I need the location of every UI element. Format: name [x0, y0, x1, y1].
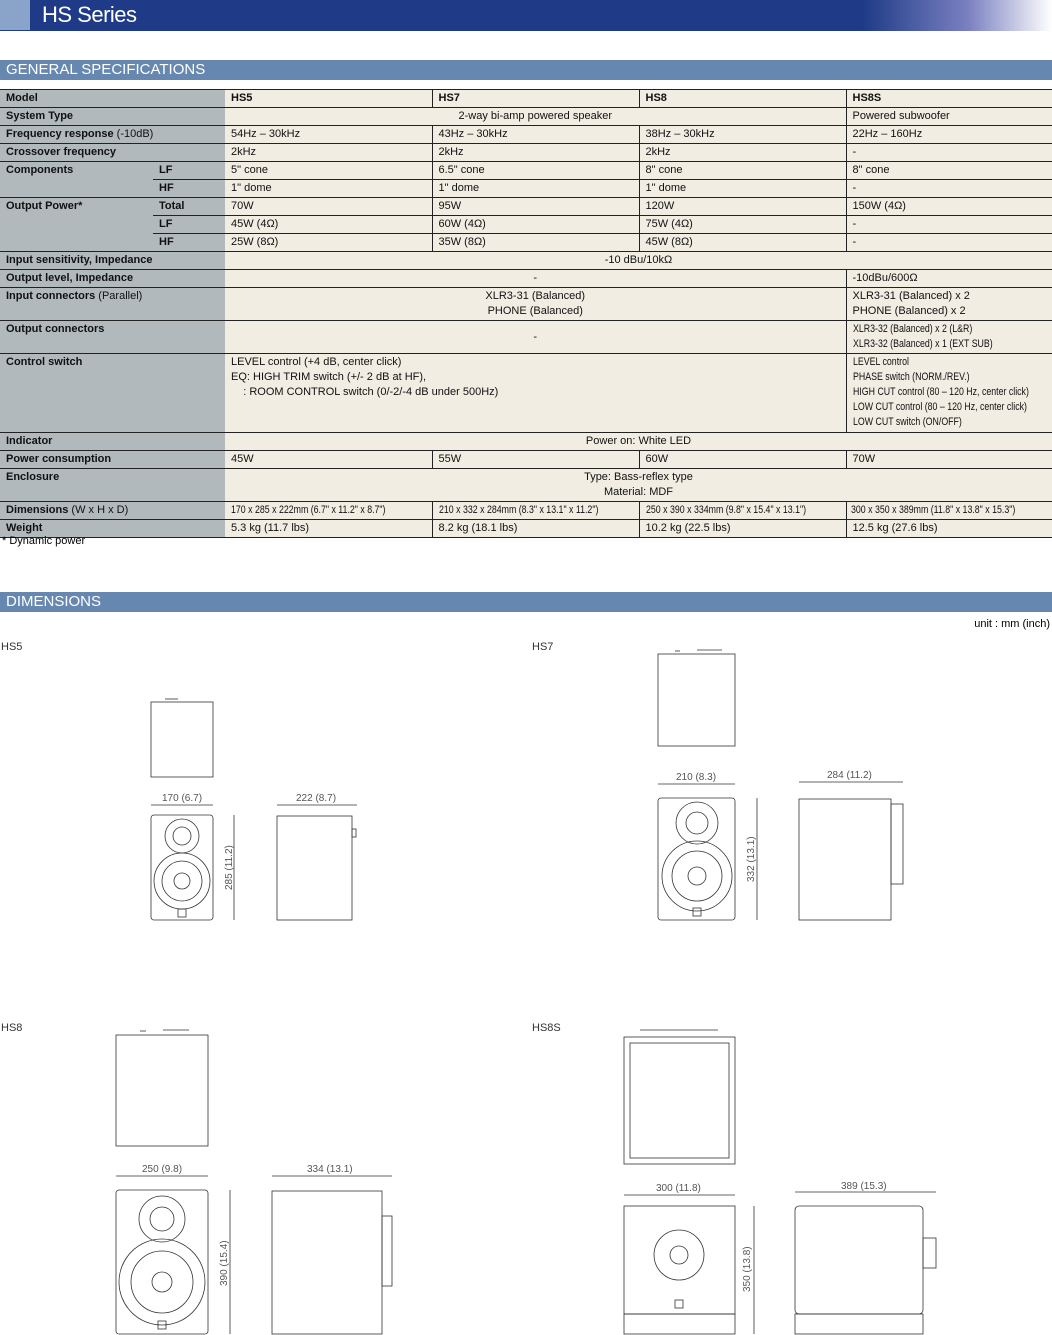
sub-label: HF	[153, 234, 225, 252]
cell: 5" cone	[225, 162, 432, 180]
cell: -	[846, 216, 1052, 234]
cell: 2-way bi-amp powered speaker	[225, 108, 846, 126]
cell: 12.5 kg (27.6 lbs)	[846, 520, 1052, 538]
row-label: Power consumption	[0, 451, 225, 469]
hs8s-front-view	[624, 1195, 754, 1334]
section-dimensions: DIMENSIONS	[0, 592, 1052, 612]
hs7-width-label: 210 (8.3)	[676, 772, 717, 783]
row-label: Input connectors (Parallel)	[0, 288, 225, 321]
hs8s-top-view	[624, 1030, 735, 1164]
sub-label: Total	[153, 198, 225, 216]
cell: 8.2 kg (18.1 lbs)	[432, 520, 639, 538]
cell: LEVEL control (+4 dB, center click) EQ: HIGH TRIM switch (+/- 2 dB at HF), : ROOM CONTROL switch (0/-2/-4 dB under 500Hz)	[225, 354, 846, 433]
hs5-top-view	[151, 699, 213, 777]
unit-note: unit : mm (inch)	[974, 618, 1050, 630]
model-label-hs8s: HS8S	[532, 1022, 561, 1034]
hs8-top-view	[116, 1030, 208, 1146]
section-general-specifications: GENERAL SPECIFICATIONS	[0, 60, 1052, 80]
hs5-height-label: 285 (11.2)	[224, 845, 235, 890]
model-header: HS8S	[846, 90, 1052, 108]
hs8s-depth-label: 389 (15.3)	[841, 1181, 887, 1192]
row-label: Output Power*	[0, 198, 153, 252]
hs8-side-view	[272, 1176, 392, 1334]
row-label: Crossover frequency	[0, 144, 225, 162]
hs8s-width-label: 300 (11.8)	[656, 1183, 701, 1194]
hs8-depth-label: 334 (13.1)	[307, 1164, 353, 1175]
page-title: HS Series	[42, 2, 137, 27]
hs7-top-view	[658, 650, 735, 746]
row-label: Dimensions (W x H x D)	[0, 502, 225, 520]
hs8s-side-view	[795, 1192, 936, 1334]
cell: 45W (8Ω)	[639, 234, 846, 252]
cell: 55W	[432, 451, 639, 469]
sub-label: HF	[153, 180, 225, 198]
cell: 250 x 390 x 334mm (9.8" x 15.4" x 13.1")	[639, 502, 846, 520]
model-label-hs5: HS5	[1, 641, 23, 653]
cell: -	[846, 180, 1052, 198]
hs8-height-label: 390 (15.4)	[219, 1240, 230, 1286]
cell: 38Hz – 30kHz	[639, 126, 846, 144]
cell: 1" dome	[432, 180, 639, 198]
row-label: System Type	[0, 108, 225, 126]
cell: 60W (4Ω)	[432, 216, 639, 234]
sub-label: LF	[153, 216, 225, 234]
cell: 300 x 350 x 389mm (11.8" x 13.8" x 15.3")	[846, 502, 1052, 520]
cell: 170 x 285 x 222mm (6.7" x 11.2" x 8.7")	[225, 502, 432, 520]
model-label-hs8: HS8	[1, 1022, 23, 1034]
cell: XLR3-31 (Balanced) x 2 PHONE (Balanced) x 2	[846, 288, 1052, 321]
cell: -	[846, 144, 1052, 162]
cell: 22Hz – 160Hz	[846, 126, 1052, 144]
cell: 95W	[432, 198, 639, 216]
hs7-front-view	[658, 784, 757, 920]
cell: 150W (4Ω)	[846, 198, 1052, 216]
hs5-side-view	[277, 805, 357, 920]
row-label: Frequency response (-10dB)	[0, 126, 225, 144]
hs8-front-view	[116, 1176, 230, 1334]
row-label: Output connectors	[0, 321, 225, 354]
hs7-height-label: 332 (13.1)	[746, 836, 757, 882]
cell: -	[225, 270, 846, 288]
cell: 43Hz – 30kHz	[432, 126, 639, 144]
sub-label: LF	[153, 162, 225, 180]
cell: Powered subwoofer	[846, 108, 1052, 126]
model-label-hs7: HS7	[532, 641, 554, 653]
row-label: Components	[0, 162, 153, 198]
model-header: HS8	[639, 90, 846, 108]
cell: 35W (8Ω)	[432, 234, 639, 252]
cell: 8" cone	[846, 162, 1052, 180]
hs7-depth-label: 284 (11.2)	[827, 770, 872, 781]
cell: 210 x 332 x 284mm (8.3" x 13.1" x 11.2")	[432, 502, 639, 520]
cell: 10.2 kg (22.5 lbs)	[639, 520, 846, 538]
cell: -	[846, 234, 1052, 252]
cell: Power on: White LED	[225, 433, 1052, 451]
cell: 8" cone	[639, 162, 846, 180]
cell: -	[225, 321, 846, 354]
hs7-side-view	[799, 782, 903, 920]
cell: 6.5" cone	[432, 162, 639, 180]
cell: XLR3-32 (Balanced) x 2 (L&R) XLR3-32 (Balanced) x 1 (EXT SUB)	[846, 321, 1052, 354]
cell: 54Hz – 30kHz	[225, 126, 432, 144]
cell: 45W (4Ω)	[225, 216, 432, 234]
hs8-width-label: 250 (9.8)	[142, 1164, 183, 1175]
row-label: Model	[0, 90, 225, 108]
cell: 2kHz	[432, 144, 639, 162]
footnote: * Dynamic power	[2, 535, 86, 547]
cell: XLR3-31 (Balanced) PHONE (Balanced)	[225, 288, 846, 321]
cell: -10 dBu/10kΩ	[225, 252, 1052, 270]
row-label: Input sensitivity, Impedance	[0, 252, 225, 270]
hs5-front-view	[151, 805, 234, 920]
cell: 5.3 kg (11.7 lbs)	[225, 520, 432, 538]
cell: 70W	[225, 198, 432, 216]
cell: 2kHz	[225, 144, 432, 162]
hs5-width-label: 170 (6.7)	[162, 793, 203, 804]
row-label: Indicator	[0, 433, 225, 451]
cell: 70W	[846, 451, 1052, 469]
model-header: HS5	[225, 90, 432, 108]
row-label: Weight	[0, 520, 225, 538]
row-label: Control switch	[0, 354, 225, 433]
model-header: HS7	[432, 90, 639, 108]
cell: LEVEL control PHASE switch (NORM./REV.) HIGH CUT control (80 – 120 Hz, center click) LOW CUT control (80 – 120 Hz, center click) LOW CUT switch (ON/OFF)	[846, 354, 1052, 433]
row-label: Output level, Impedance	[0, 270, 225, 288]
cell: 75W (4Ω)	[639, 216, 846, 234]
cell: 1" dome	[225, 180, 432, 198]
cell: 1" dome	[639, 180, 846, 198]
cell: 45W	[225, 451, 432, 469]
cell: 2kHz	[639, 144, 846, 162]
hs8s-height-label: 350 (13.8)	[742, 1246, 753, 1292]
cell: 60W	[639, 451, 846, 469]
cell: Type: Bass-reflex type Material: MDF	[225, 469, 1052, 502]
cell: 25W (8Ω)	[225, 234, 432, 252]
row-label: Enclosure	[0, 469, 225, 502]
cell: -10dBu/600Ω	[846, 270, 1052, 288]
hs5-depth-label: 222 (8.7)	[296, 793, 337, 804]
cell: 120W	[639, 198, 846, 216]
